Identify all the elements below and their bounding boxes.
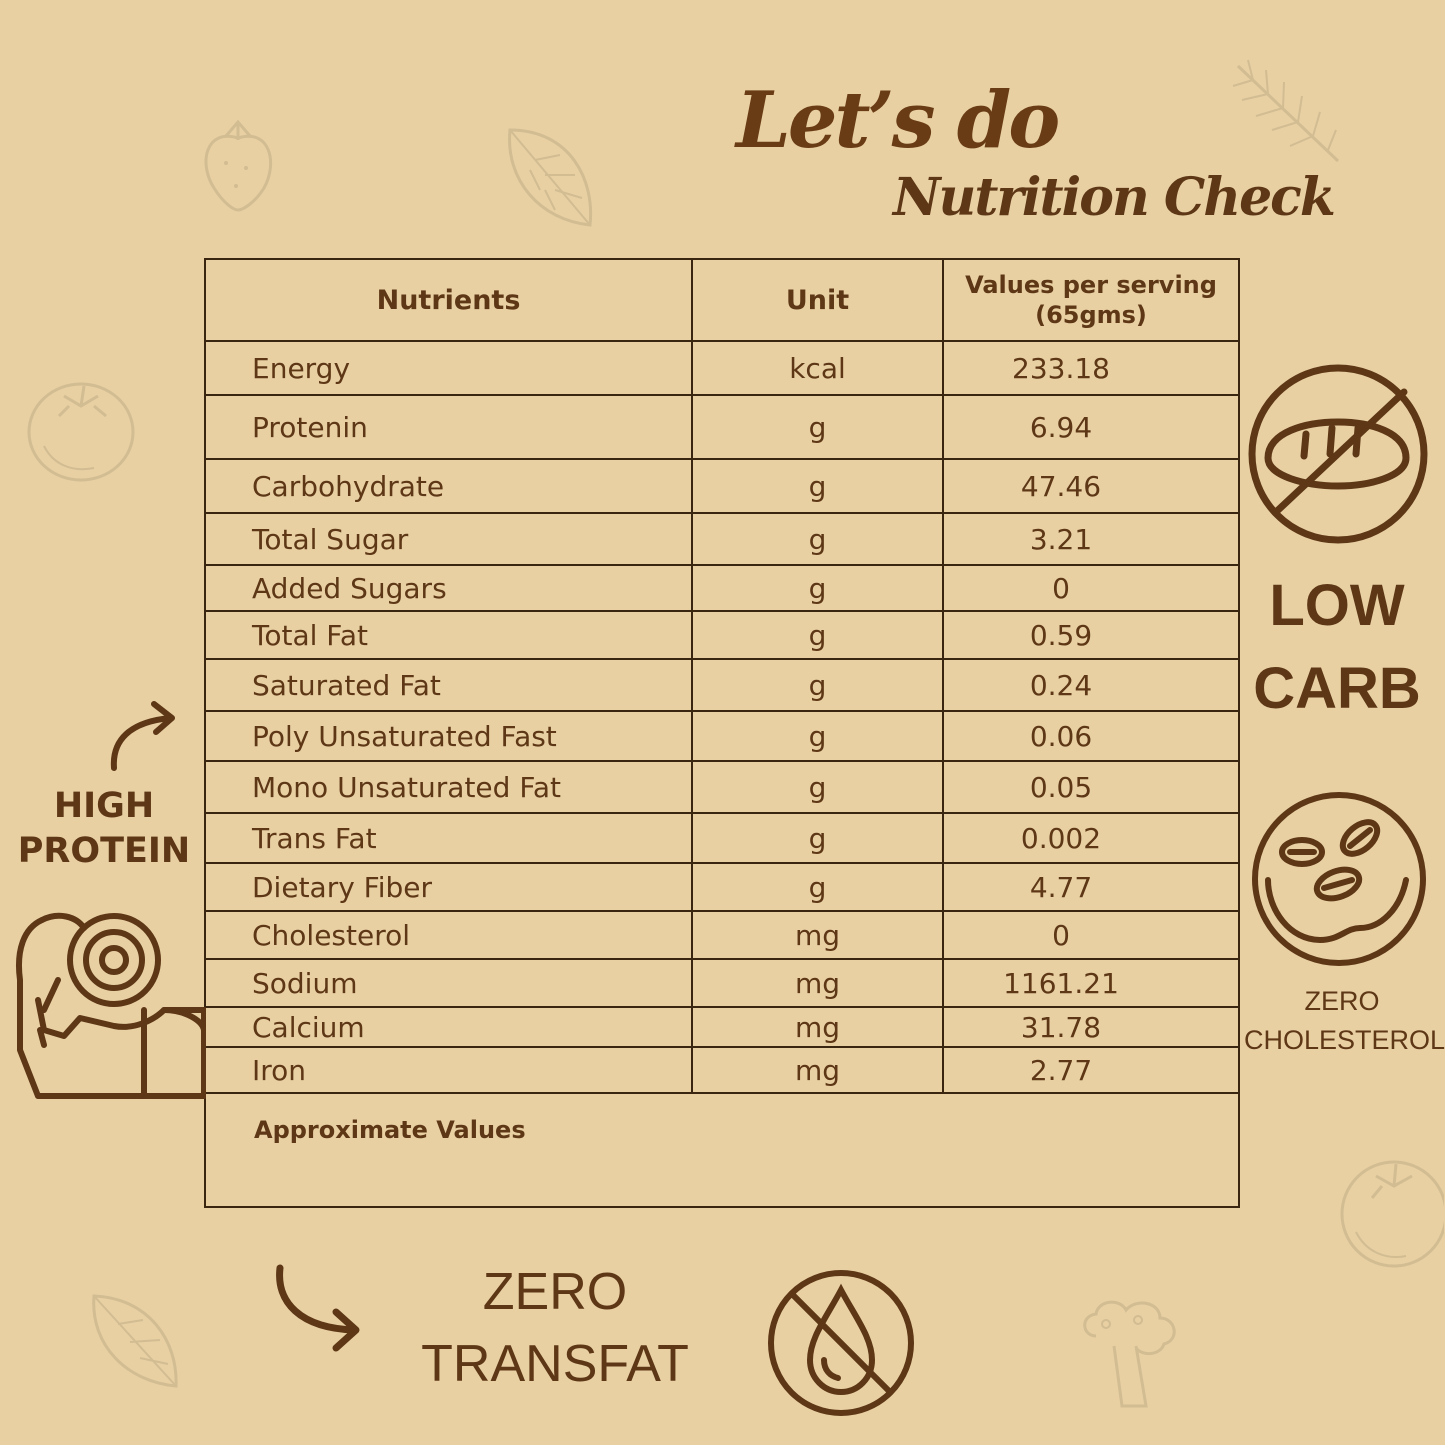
nutrient-unit: g (692, 813, 943, 863)
table-row (205, 911, 1239, 959)
nutrient-unit: g (692, 395, 943, 459)
table-row (205, 863, 1239, 911)
no-oil-drop-icon (766, 1268, 916, 1418)
nutrient-value: 31.78 (943, 1007, 1239, 1047)
table-row (205, 813, 1239, 863)
tomato-sketch-icon (24, 376, 138, 484)
nutrient-value: 0.24 (943, 659, 1239, 711)
nutrient-name: Calcium (205, 1007, 692, 1047)
table-row (205, 1007, 1239, 1047)
nutrient-value: 4.77 (943, 863, 1239, 911)
nutrient-value: 233.18 (943, 341, 1239, 395)
no-bread-icon (1246, 362, 1430, 546)
nutrient-value: 2.77 (943, 1047, 1239, 1093)
nutrient-value: 0.002 (943, 813, 1239, 863)
nutrient-name: Saturated Fat (205, 659, 692, 711)
nutrient-value: 0 (943, 565, 1239, 611)
nutrient-unit: mg (692, 1047, 943, 1093)
nutrient-unit: g (692, 711, 943, 761)
high-protein-line-1: HIGH (53, 786, 155, 826)
nutrient-unit: g (692, 459, 943, 513)
tomato-sketch-icon-2 (1334, 1152, 1444, 1272)
table-row (205, 513, 1239, 565)
table-row (205, 761, 1239, 813)
table-row (205, 395, 1239, 459)
low-carb-line-2: CARB (1253, 656, 1421, 721)
title-line-2: Nutrition Check (893, 167, 1334, 228)
zero-cholesterol-line-2: CHOLESTEROL (1244, 1025, 1445, 1055)
nutrient-name: Energy (205, 341, 692, 395)
nutrient-name: Protenin (205, 395, 692, 459)
zero-cholesterol-line-1: ZERO (1304, 986, 1380, 1016)
zero-transfat-line-1: ZERO (482, 1263, 628, 1321)
curved-arrow-icon (100, 700, 184, 774)
zero-transfat-line-2: TRANSFAT (421, 1335, 689, 1393)
nutrient-value: 0.06 (943, 711, 1239, 761)
nutrition-table (204, 258, 1240, 1208)
column-header-unit: Unit (692, 259, 943, 341)
nutrient-unit: mg (692, 911, 943, 959)
nutrient-name: Cholesterol (205, 911, 692, 959)
nutrient-value: 6.94 (943, 395, 1239, 459)
nutrient-unit: g (692, 863, 943, 911)
table-row (205, 341, 1239, 395)
nutrient-name: Added Sugars (205, 565, 692, 611)
high-protein-line-2: PROTEIN (17, 831, 191, 871)
nutrient-name: Carbohydrate (205, 459, 692, 513)
nutrient-name: Total Sugar (205, 513, 692, 565)
nutrient-unit: g (692, 611, 943, 659)
curved-arrow-icon-2 (270, 1262, 368, 1358)
nutrient-unit: g (692, 565, 943, 611)
nutrient-name: Dietary Fiber (205, 863, 692, 911)
nutrient-value: 47.46 (943, 459, 1239, 513)
nutrient-name: Iron (205, 1047, 692, 1093)
leaf-sketch-icon (500, 120, 600, 230)
nutrient-unit: mg (692, 959, 943, 1007)
table-row (205, 459, 1239, 513)
column-header-values: Values per serving (65gms) (943, 259, 1239, 341)
table-row (205, 711, 1239, 761)
nutrient-value: 0.05 (943, 761, 1239, 813)
table-row (205, 565, 1239, 611)
nutrient-name: Trans Fat (205, 813, 692, 863)
nutrient-value: 1161.21 (943, 959, 1239, 1007)
strawberry-sketch-icon (196, 118, 280, 214)
table-row (205, 659, 1239, 711)
flexed-arm-dumbbell-icon (14, 910, 206, 1102)
table-row (205, 1047, 1239, 1093)
nutrient-unit: g (692, 513, 943, 565)
nutrient-value: 0.59 (943, 611, 1239, 659)
nutrient-value: 0 (943, 911, 1239, 959)
nutrient-unit: kcal (692, 341, 943, 395)
table-row (205, 959, 1239, 1007)
rosemary-sketch-icon (1228, 56, 1348, 166)
nutrient-unit: mg (692, 1007, 943, 1047)
nutrient-name: Mono Unsaturated Fat (205, 761, 692, 813)
cholesterol-plate-icon (1250, 790, 1428, 968)
table-footer-row (205, 1093, 1239, 1207)
nutrient-unit: g (692, 761, 943, 813)
approximate-values-note: Approximate Values (205, 1093, 1239, 1207)
nutrient-value: 3.21 (943, 513, 1239, 565)
broccoli-sketch-icon (1076, 1296, 1184, 1418)
title-line-1: Let’s do (736, 75, 1058, 166)
nutrient-unit: g (692, 659, 943, 711)
table-header-row (205, 259, 1239, 341)
table-row (205, 611, 1239, 659)
low-carb-line-1: LOW (1269, 573, 1405, 638)
column-header-nutrients: Nutrients (205, 259, 692, 341)
leaf-sketch-icon-2 (88, 1290, 184, 1390)
nutrient-name: Total Fat (205, 611, 692, 659)
nutrient-name: Poly Unsaturated Fast (205, 711, 692, 761)
nutrient-name: Sodium (205, 959, 692, 1007)
